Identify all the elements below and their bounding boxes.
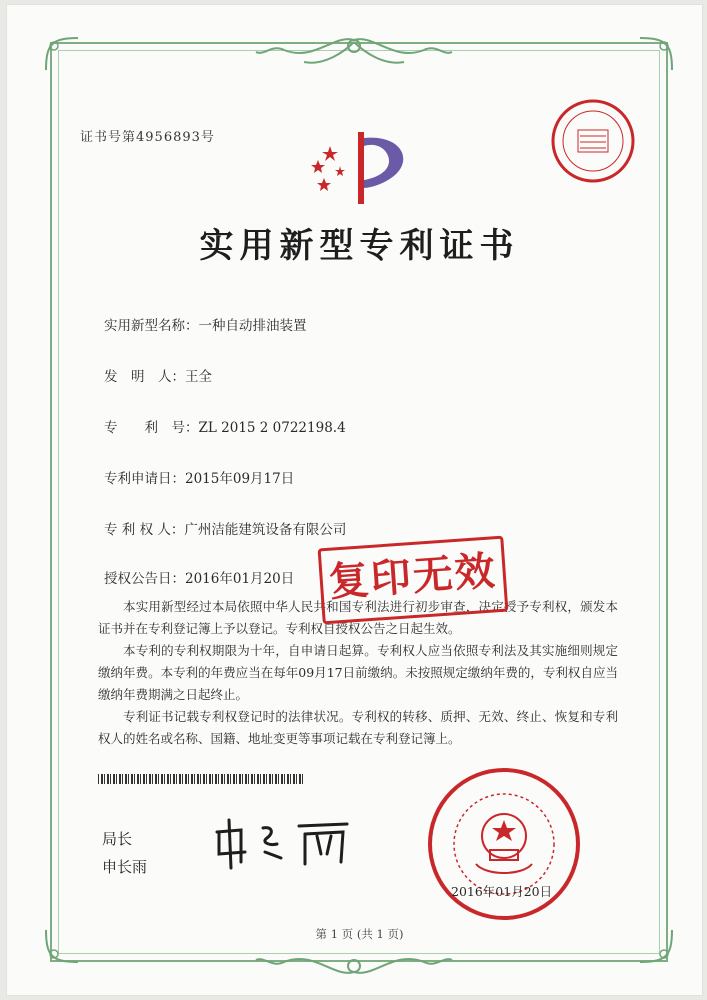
field-value: 2015年09月17日 <box>185 471 295 487</box>
signature-icon <box>211 812 361 872</box>
corner-ornament-icon <box>636 34 676 74</box>
field-value: ZL 2015 2 0722198.4 <box>198 420 346 436</box>
field-label: 专 利 号： <box>104 420 199 436</box>
field-value: 2016年01月20日 <box>185 571 295 587</box>
national-emblem-seal-icon <box>424 764 584 924</box>
top-ornament-icon <box>254 32 454 72</box>
field-application-date <box>104 467 294 487</box>
signatory-title: 局长 <box>102 830 133 848</box>
bottom-ornament-icon <box>254 944 454 980</box>
signatory-name: 申长雨 <box>102 858 148 876</box>
field-label: 专 利 权 人： <box>104 522 185 538</box>
field-utility-model-name <box>104 314 307 334</box>
field-label: 授权公告日： <box>104 571 185 587</box>
field-label: 发 明 人： <box>104 369 185 385</box>
barcode <box>98 774 304 784</box>
body-paragraph: 本实用新型经过本局依照中华人民共和国专利法进行初步审查，决定授予专利权，颁发本证书并在专利登记簿上予以登记。专利权自授权公告之日起生效。 <box>98 599 618 636</box>
certificate-number: 证书号第4956893号 <box>80 130 215 145</box>
copy-invalid-stamp: 复印无效 <box>318 536 509 625</box>
body-paragraph: 本专利的专利权期限为十年，自申请日起算。专利权人应当依照专利法及其实施细则规定缴纳年费。本专利的年费应当在每年09月17日前缴纳。未按照规定缴纳年费的，专利权自应当缴纳年费期满之日起终止。 <box>98 643 618 702</box>
field-inventor <box>104 365 212 385</box>
seal-date: 2016年01月20日 <box>451 884 553 899</box>
field-patentee <box>104 518 346 538</box>
certificate-title: 实用新型专利证书 <box>199 226 520 266</box>
field-value: 王全 <box>185 369 212 385</box>
patent-office-logo-icon <box>304 124 420 210</box>
certificate-sheet <box>6 4 703 996</box>
body-paragraph: 专利证书记载专利权登记时的法律状况。专利权的转移、质押、无效、终止、恢复和专利权人的姓名或名称、国籍、地址变更等事项记载在专利登记簿上。 <box>98 709 618 746</box>
field-grant-date <box>104 567 294 587</box>
field-value: 广州洁能建筑设备有限公司 <box>184 522 347 538</box>
field-value: 一种自动排油装置 <box>198 318 307 334</box>
field-label: 实用新型名称： <box>104 318 199 334</box>
field-patent-number <box>104 416 346 436</box>
field-label: 专利申请日： <box>104 471 185 487</box>
agency-seal-icon <box>548 96 638 186</box>
corner-ornament-icon <box>42 34 82 74</box>
page-number: 第 1 页 (共 1 页) <box>315 927 404 941</box>
